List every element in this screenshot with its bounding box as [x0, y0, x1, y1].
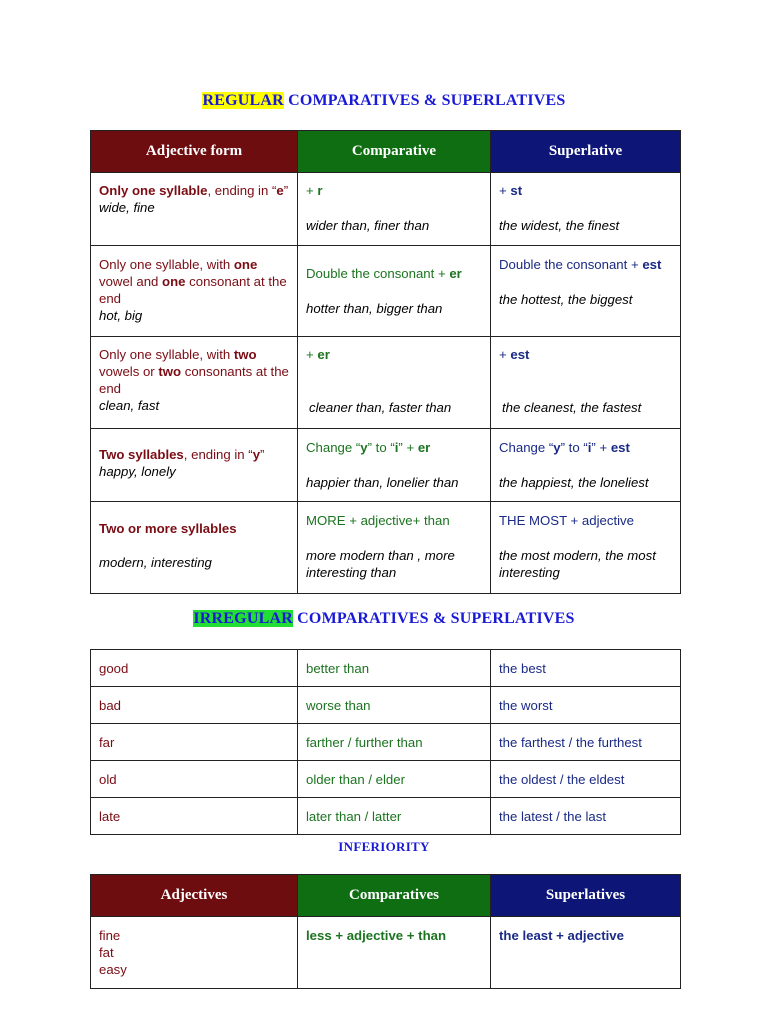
header-comparative: Comparative: [298, 131, 491, 173]
superlative-cell: the worst: [491, 687, 681, 724]
table-row: [91, 173, 681, 246]
comparative-cell: worse than: [298, 687, 491, 724]
table-row: [91, 687, 681, 724]
adjective-cell: late: [91, 798, 298, 835]
regular-highlight: REGULAR: [202, 92, 284, 109]
superlative-cell: the best: [491, 650, 681, 687]
table-row: [91, 337, 681, 429]
irregular-table: [90, 649, 681, 835]
header-adjectives: Adjectives: [91, 875, 298, 917]
superlative-cell: the farthest / the furthest: [491, 724, 681, 761]
adjective-cell: bad: [91, 687, 298, 724]
comparative-cell: older than / elder: [298, 761, 491, 798]
header-adjective-form: Adjective form: [91, 131, 298, 173]
table-row: [91, 798, 681, 835]
adjective-cell: old: [91, 761, 298, 798]
table-row: [91, 246, 681, 337]
form-cell: Two syllables, ending in “y” happy, lonely: [91, 429, 298, 502]
inferiority-heading: INFERIORITY: [338, 839, 430, 854]
comparative-cell: better than: [298, 650, 491, 687]
superlative-cell: + st the widest, the finest: [491, 173, 681, 246]
table-row: [91, 429, 681, 502]
comparative-cell: + r wider than, finer than: [298, 173, 491, 246]
superlative-cell: the least + adjective: [491, 917, 681, 989]
comparative-cell: farther / further than: [298, 724, 491, 761]
form-cell: Two or more syllables modern, interesting: [91, 502, 298, 594]
adjective-cell: good: [91, 650, 298, 687]
table-row: [91, 650, 681, 687]
comparative-cell: MORE + adjective+ than more modern than , more interesting than: [298, 502, 491, 594]
regular-heading: [0, 92, 768, 110]
inferiority-table: [90, 874, 681, 989]
comparative-cell: Change “y” to “i” + er happier than, lonelier than: [298, 429, 491, 502]
form-cell: Only one syllable, ending in “e” wide, fine: [91, 173, 298, 246]
comparative-cell: + er cleaner than, faster than: [298, 337, 491, 429]
adjective-cell: far: [91, 724, 298, 761]
table-row: [91, 502, 681, 594]
header-superlatives: Superlatives: [491, 875, 681, 917]
superlative-cell: + est the cleanest, the fastest: [491, 337, 681, 429]
table-row: [91, 761, 681, 798]
adjective-item: fat: [99, 945, 114, 960]
table-row: [91, 917, 681, 989]
header-superlative: Superlative: [491, 131, 681, 173]
adjective-item: fine: [99, 928, 121, 943]
adjectives-cell: [91, 917, 298, 989]
table-row: [91, 724, 681, 761]
adjective-item: easy: [99, 962, 127, 977]
irregular-heading: [0, 610, 768, 628]
form-cell: Only one syllable, with one vowel and one consonant at the end hot, big: [91, 246, 298, 337]
form-cell: Only one syllable, with two vowels or two consonants at the end clean, fast: [91, 337, 298, 429]
regular-heading-rest: COMPARATIVES & SUPERLATIVES: [283, 92, 566, 109]
superlative-cell: THE MOST + adjective the most modern, the most interesting: [491, 502, 681, 594]
superlative-cell: Change “y” to “i” + est the happiest, the loneliest: [491, 429, 681, 502]
irregular-heading-rest: COMPARATIVES & SUPERLATIVES: [292, 610, 575, 627]
comparative-cell: less + adjective + than: [298, 917, 491, 989]
irregular-highlight: IRREGULAR: [193, 610, 293, 627]
superlative-cell: the oldest / the eldest: [491, 761, 681, 798]
superlative-cell: Double the consonant + est the hottest, the biggest: [491, 246, 681, 337]
regular-table: [90, 130, 681, 594]
comparative-cell: Double the consonant + er hotter than, bigger than: [298, 246, 491, 337]
superlative-cell: the latest / the last: [491, 798, 681, 835]
header-comparatives: Comparatives: [298, 875, 491, 917]
comparative-cell: later than / latter: [298, 798, 491, 835]
